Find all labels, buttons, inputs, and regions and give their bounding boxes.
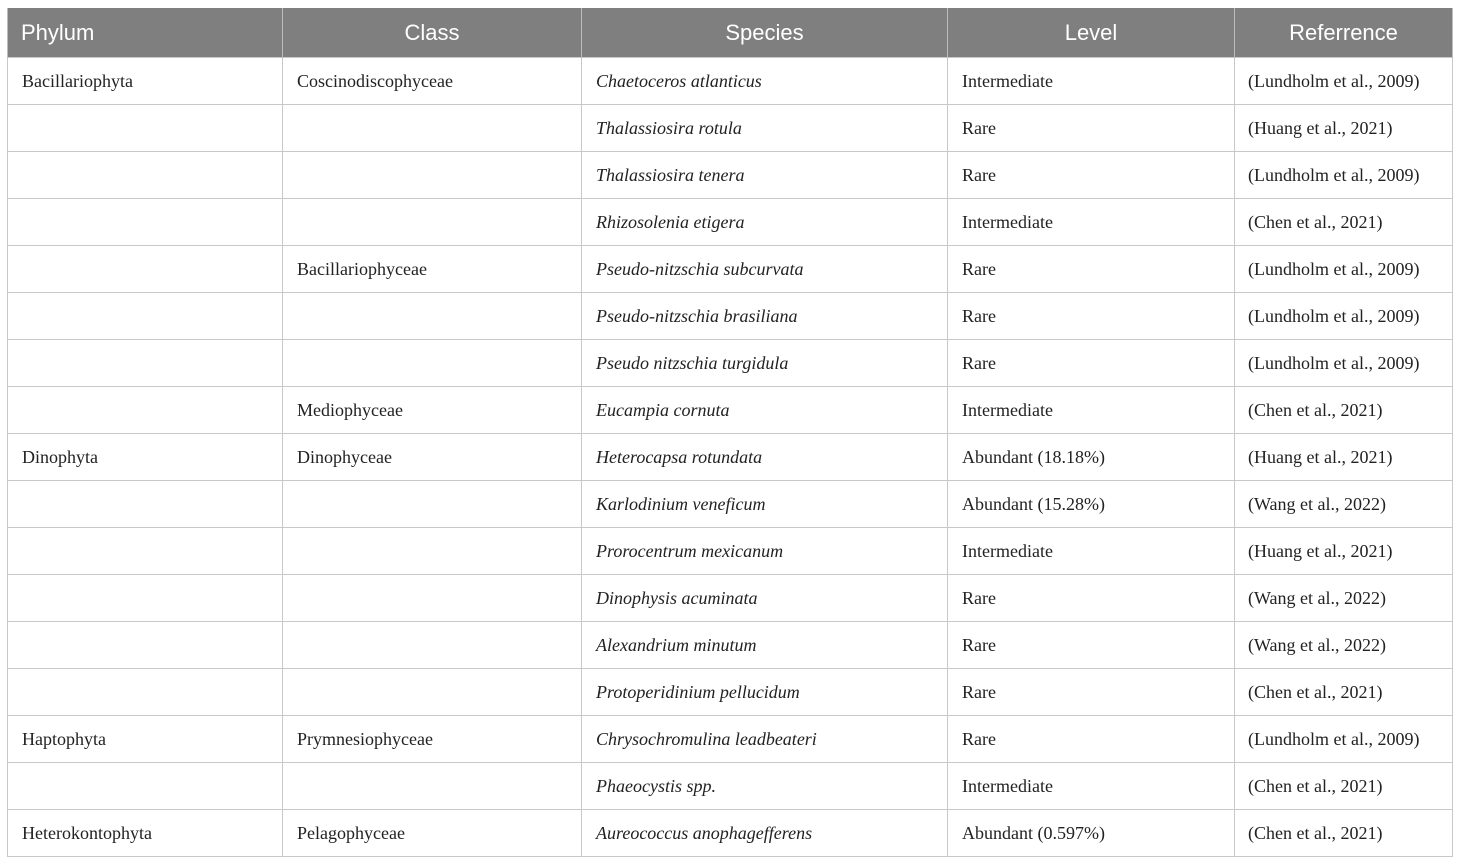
cell-level: Rare [948, 105, 1235, 152]
table-row [8, 810, 1453, 857]
header-species: Species [582, 8, 948, 58]
table-row [8, 763, 1453, 810]
cell-species: Heterocapsa rotundata [582, 434, 948, 481]
cell-class [283, 340, 582, 387]
cell-class [283, 481, 582, 528]
cell-class: Mediophyceae [283, 387, 582, 434]
cell-species: Pseudo-nitzschia subcurvata [582, 246, 948, 293]
cell-phylum: Bacillariophyta [8, 58, 283, 105]
cell-reference: (Huang et al., 2021) [1235, 105, 1453, 152]
table-row [8, 293, 1453, 340]
cell-phylum [8, 152, 283, 199]
cell-level: Rare [948, 575, 1235, 622]
cell-reference: (Chen et al., 2021) [1235, 669, 1453, 716]
table-body [8, 58, 1453, 857]
table-row [8, 105, 1453, 152]
table-row [8, 340, 1453, 387]
cell-level: Intermediate [948, 763, 1235, 810]
cell-phylum [8, 387, 283, 434]
cell-reference: (Chen et al., 2021) [1235, 199, 1453, 246]
table-row [8, 199, 1453, 246]
cell-species: Thalassiosira rotula [582, 105, 948, 152]
cell-class: Pelagophyceae [283, 810, 582, 857]
cell-reference: (Lundholm et al., 2009) [1235, 293, 1453, 340]
cell-class [283, 152, 582, 199]
cell-phylum [8, 528, 283, 575]
cell-phylum [8, 763, 283, 810]
cell-reference: (Wang et al., 2022) [1235, 575, 1453, 622]
cell-reference: (Lundholm et al., 2009) [1235, 152, 1453, 199]
cell-level: Intermediate [948, 528, 1235, 575]
cell-species: Prorocentrum mexicanum [582, 528, 948, 575]
cell-species: Chaetoceros atlanticus [582, 58, 948, 105]
cell-phylum [8, 293, 283, 340]
table-header [8, 8, 1453, 58]
cell-species: Thalassiosira tenera [582, 152, 948, 199]
cell-reference: (Huang et al., 2021) [1235, 434, 1453, 481]
cell-species: Dinophysis acuminata [582, 575, 948, 622]
cell-species: Rhizosolenia etigera [582, 199, 948, 246]
cell-level: Rare [948, 293, 1235, 340]
cell-reference: (Wang et al., 2022) [1235, 481, 1453, 528]
cell-reference: (Lundholm et al., 2009) [1235, 716, 1453, 763]
cell-species: Karlodinium veneficum [582, 481, 948, 528]
cell-species: Protoperidinium pellucidum [582, 669, 948, 716]
cell-level: Rare [948, 716, 1235, 763]
cell-phylum [8, 481, 283, 528]
species-table [7, 8, 1453, 857]
cell-class [283, 669, 582, 716]
cell-level: Abundant (0.597%) [948, 810, 1235, 857]
table-row [8, 716, 1453, 763]
cell-species: Eucampia cornuta [582, 387, 948, 434]
cell-reference: (Wang et al., 2022) [1235, 622, 1453, 669]
cell-level: Rare [948, 152, 1235, 199]
cell-phylum [8, 622, 283, 669]
cell-species: Chrysochromulina leadbeateri [582, 716, 948, 763]
header-reference: Referrence [1235, 8, 1453, 58]
cell-reference: (Chen et al., 2021) [1235, 387, 1453, 434]
cell-level: Intermediate [948, 58, 1235, 105]
table-row [8, 58, 1453, 105]
cell-reference: (Lundholm et al., 2009) [1235, 340, 1453, 387]
species-table-container [7, 8, 1452, 857]
table-row [8, 622, 1453, 669]
cell-level: Abundant (15.28%) [948, 481, 1235, 528]
cell-phylum [8, 105, 283, 152]
cell-species: Aureococcus anophagefferens [582, 810, 948, 857]
cell-phylum [8, 669, 283, 716]
cell-phylum [8, 340, 283, 387]
cell-class: Dinophyceae [283, 434, 582, 481]
cell-reference: (Lundholm et al., 2009) [1235, 246, 1453, 293]
cell-level: Intermediate [948, 199, 1235, 246]
cell-level: Rare [948, 669, 1235, 716]
cell-species: Pseudo nitzschia turgidula [582, 340, 948, 387]
cell-species: Alexandrium minutum [582, 622, 948, 669]
cell-class [283, 293, 582, 340]
table-row [8, 152, 1453, 199]
cell-level: Rare [948, 340, 1235, 387]
header-level: Level [948, 8, 1235, 58]
header-class: Class [283, 8, 582, 58]
cell-class [283, 528, 582, 575]
cell-phylum [8, 246, 283, 293]
cell-class [283, 199, 582, 246]
cell-reference: (Lundholm et al., 2009) [1235, 58, 1453, 105]
header-row [8, 8, 1453, 58]
cell-level: Intermediate [948, 387, 1235, 434]
cell-level: Abundant (18.18%) [948, 434, 1235, 481]
cell-class [283, 763, 582, 810]
header-phylum: Phylum [8, 8, 283, 58]
table-row [8, 481, 1453, 528]
cell-level: Rare [948, 622, 1235, 669]
cell-species: Pseudo-nitzschia brasiliana [582, 293, 948, 340]
cell-class [283, 622, 582, 669]
cell-class: Coscinodiscophyceae [283, 58, 582, 105]
cell-class [283, 575, 582, 622]
cell-phylum [8, 575, 283, 622]
table-row [8, 246, 1453, 293]
cell-species: Phaeocystis spp. [582, 763, 948, 810]
cell-phylum: Haptophyta [8, 716, 283, 763]
table-row [8, 669, 1453, 716]
table-row [8, 434, 1453, 481]
table-row [8, 575, 1453, 622]
cell-reference: (Chen et al., 2021) [1235, 810, 1453, 857]
cell-class: Bacillariophyceae [283, 246, 582, 293]
cell-reference: (Huang et al., 2021) [1235, 528, 1453, 575]
table-row [8, 387, 1453, 434]
cell-phylum: Heterokontophyta [8, 810, 283, 857]
cell-class: Prymnesiophyceae [283, 716, 582, 763]
cell-reference: (Chen et al., 2021) [1235, 763, 1453, 810]
cell-level: Rare [948, 246, 1235, 293]
cell-phylum: Dinophyta [8, 434, 283, 481]
cell-class [283, 105, 582, 152]
cell-phylum [8, 199, 283, 246]
table-row [8, 528, 1453, 575]
